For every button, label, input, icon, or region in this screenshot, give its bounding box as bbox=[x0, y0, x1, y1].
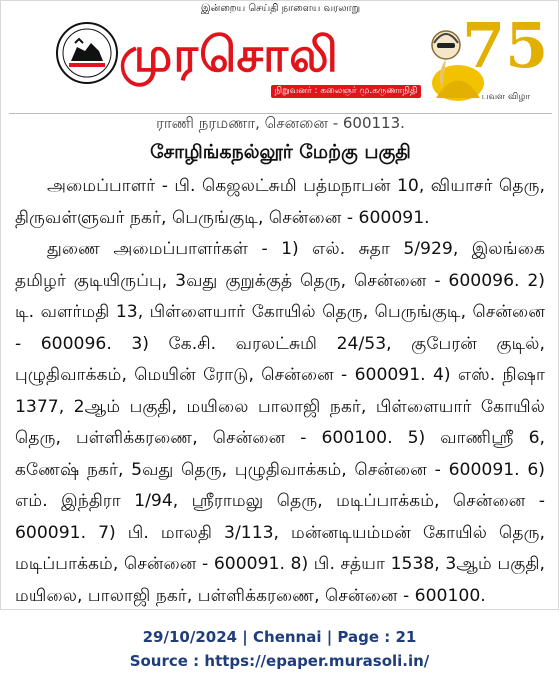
footer-date-line: 29/10/2024 | Chennai | Page : 21 bbox=[142, 628, 417, 646]
anniversary-number: 75 bbox=[462, 9, 549, 82]
party-emblem-icon bbox=[55, 21, 119, 85]
anniversary-emblem-icon bbox=[396, 3, 549, 113]
article-heading: சோழிங்கநல்லூர் மேற்கு பகுதி bbox=[150, 141, 411, 163]
article-body bbox=[15, 171, 545, 612]
footer-source-line: Source : https://epaper.murasoli.in/ bbox=[129, 652, 430, 670]
masthead bbox=[1, 1, 560, 113]
article-paragraph: துணை அமைப்பாளர்கள் - 1) எல். சுதா 5/929, இலங்கை தமிழர் குடியிருப்பு, 3வது குறுக்குத் தெரு, சென்னை - 600096. 2) டி. வளர்மதி 13, பிள்ளையார் கோயில் தெரு, பெருங்குடி, சென்னை - 600096. 3) கே.சி. வரலட்சுமி 24/53, குபேரன் குடில், புழுதிவாக்கம், மெயின் ரோடு, சென்னை - 600091. 4) எஸ். நிஷா 1377, 2ஆம் பகுதி, மயிலை பாலாஜி நகர், பிள்ளையார் கோயில் தெரு, பள்ளிக்கரணை, சென்னை - 600100. 5) வாணிஸ்ரீ 6, கணேஷ் நகர், 5வது தெரு, புழுதிவாக்கம், சென்னை - 600091. 6) எம். இந்திரா 1/94, ஸ்ரீராமலு தெரு, மடிப்பாக்கம், சென்னை - 600091. 7) பி. மாலதி 3/113, மன்னடியம்மன் கோயில் தெரு, மடிப்பாக்கம், சென்னை - 600091. 8) பி. சத்யா 1538, 3ஆம் பகுதி, மயிலை, பாலாஜி நகர், பள்ளிக்கரணை, சென்னை - 600100. bbox=[15, 239, 545, 606]
anniversary-caption: பவள விழா bbox=[481, 92, 531, 102]
article-paragraph: அமைப்பாளர் - பி. கெஜலட்சுமி பத்மநாபன் 10, வியாசர் தெரு, திருவள்ளுவர் நகர், பெருங்குடி, சென்னை - 600091. bbox=[15, 176, 545, 228]
brand-name: முரசொலி bbox=[119, 27, 339, 83]
previous-article-line: ராணி நரமணா, செனனை - 600113. bbox=[156, 114, 405, 132]
founder-strip: நிறுவனர் : கலைஞர் மு.கருணாநிதி bbox=[271, 85, 421, 98]
masthead-tagline: இன்றைய செய்தி நாளைய வரலாறு bbox=[200, 3, 361, 14]
brand-logo bbox=[119, 23, 439, 83]
